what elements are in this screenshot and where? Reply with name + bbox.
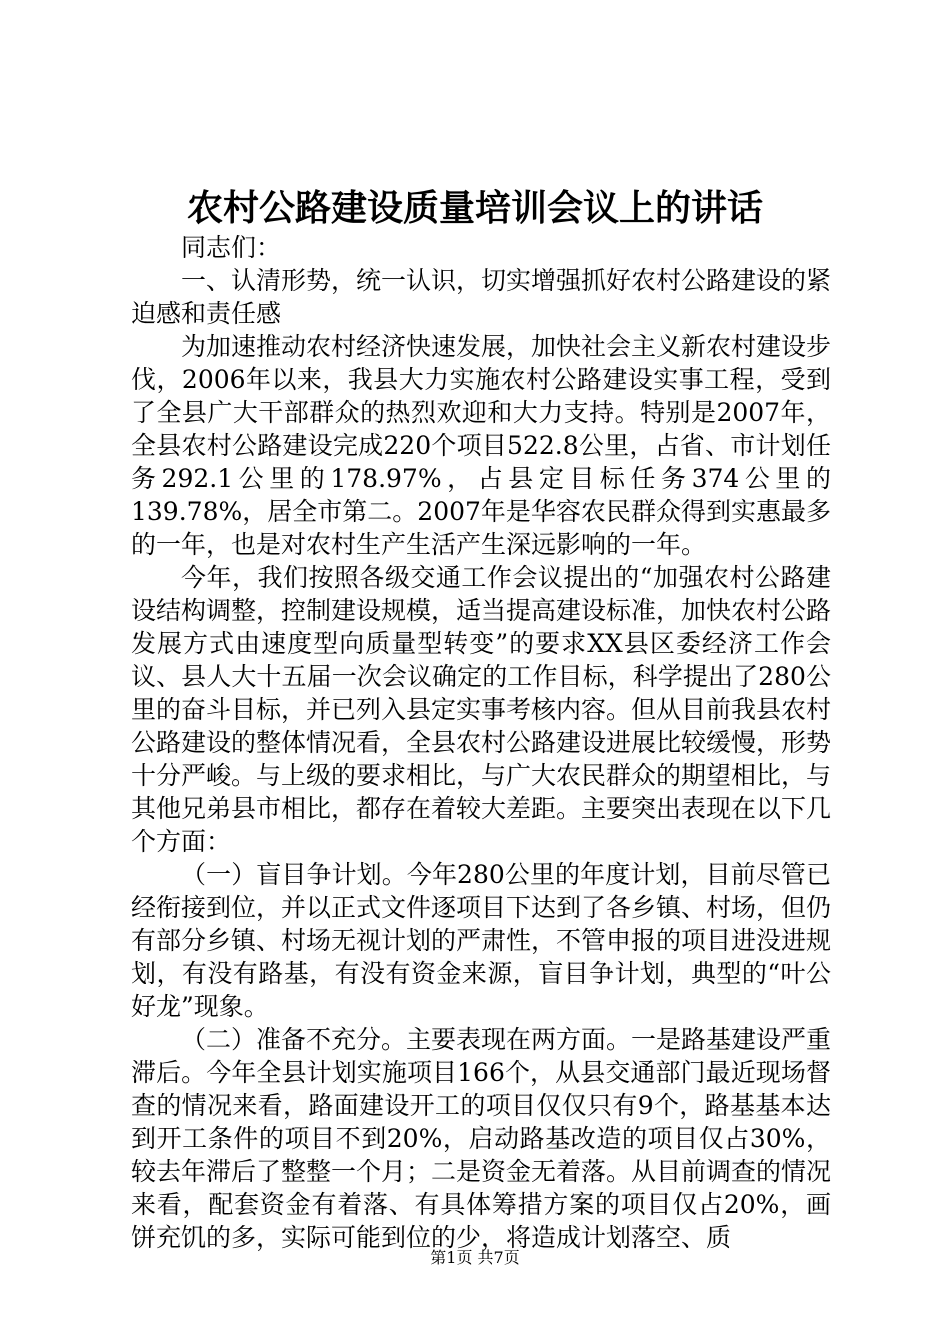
body-paragraph: （二）准备不充分。主要表现在两方面。一是路基建设严重滞后。今年全县计划实施项目166个，从县交通部门最近现场督查的情况来看，路面建设开工的项目仅仅只有9个，路基基本达到开工条件的项目不到20%，启动路基改造的项目仅占30%，较去年滞后了整整一个月；二是资金无着落。从目前调查的情况来看，配套资金有着落、有具体筹措方案的项目仅占20%，画饼充饥的多，实际可能到位的少，将造成计划落空、质: [131, 1025, 832, 1252]
body-paragraph: 为加速推动农村经济快速发展，加快社会主义新农村建设步伐，2006年以来，我县大力实施农村公路建设实事工程，受到了全县广大干部群众的热烈欢迎和大力支持。特别是2007年，全县农村公路建设完成220个项目522.8公里，占省、市计划任务292.1公里的178.97%，占县定目标任务374公里的139.78%，居全市第二。2007年是华容农民群众得到实惠最多的一年，也是对农村生产生活产生深远影响的一年。: [131, 332, 832, 559]
salutation: 同志们：: [181, 233, 282, 262]
body-paragraph: （一）盲目争计划。今年280公里的年度计划，目前尽管已经衔接到位，并以正式文件逐项目下达到了各乡镇、村场，但仍有部分乡镇、村场无视计划的严肃性，不管申报的项目进没进规划，有没有路基，有没有资金来源，盲目争计划，典型的“叶公好龙”现象。: [131, 860, 832, 1021]
body-paragraph: 今年，我们按照各级交通工作会议提出的“加强农村公路建设结构调整，控制建设规模，适当提高建设标准，加快农村公路发展方式由速度型向质量型转变”的要求XX县区委经济工作会议、县人大十五届一次会议确定的工作目标，科学提出了280公里的奋斗目标，并已列入县定实事考核内容。但从目前我县农村公路建设的整体情况看，全县农村公路建设进展比较缓慢，形势十分严峻。与上级的要求相比，与广大农民群众的期望相比，与其他兄弟县市相比，都存在着较大差距。主要突出表现在以下几个方面：: [131, 563, 832, 856]
page-footer: 第1页 共7页: [430, 1248, 520, 1267]
document-title: 农村公路建设质量培训会议上的讲话: [186, 187, 763, 229]
document-body: [131, 231, 831, 1254]
section-heading: 一、认清形势，统一认识，切实增强抓好农村公路建设的紧迫感和责任感: [131, 266, 832, 328]
